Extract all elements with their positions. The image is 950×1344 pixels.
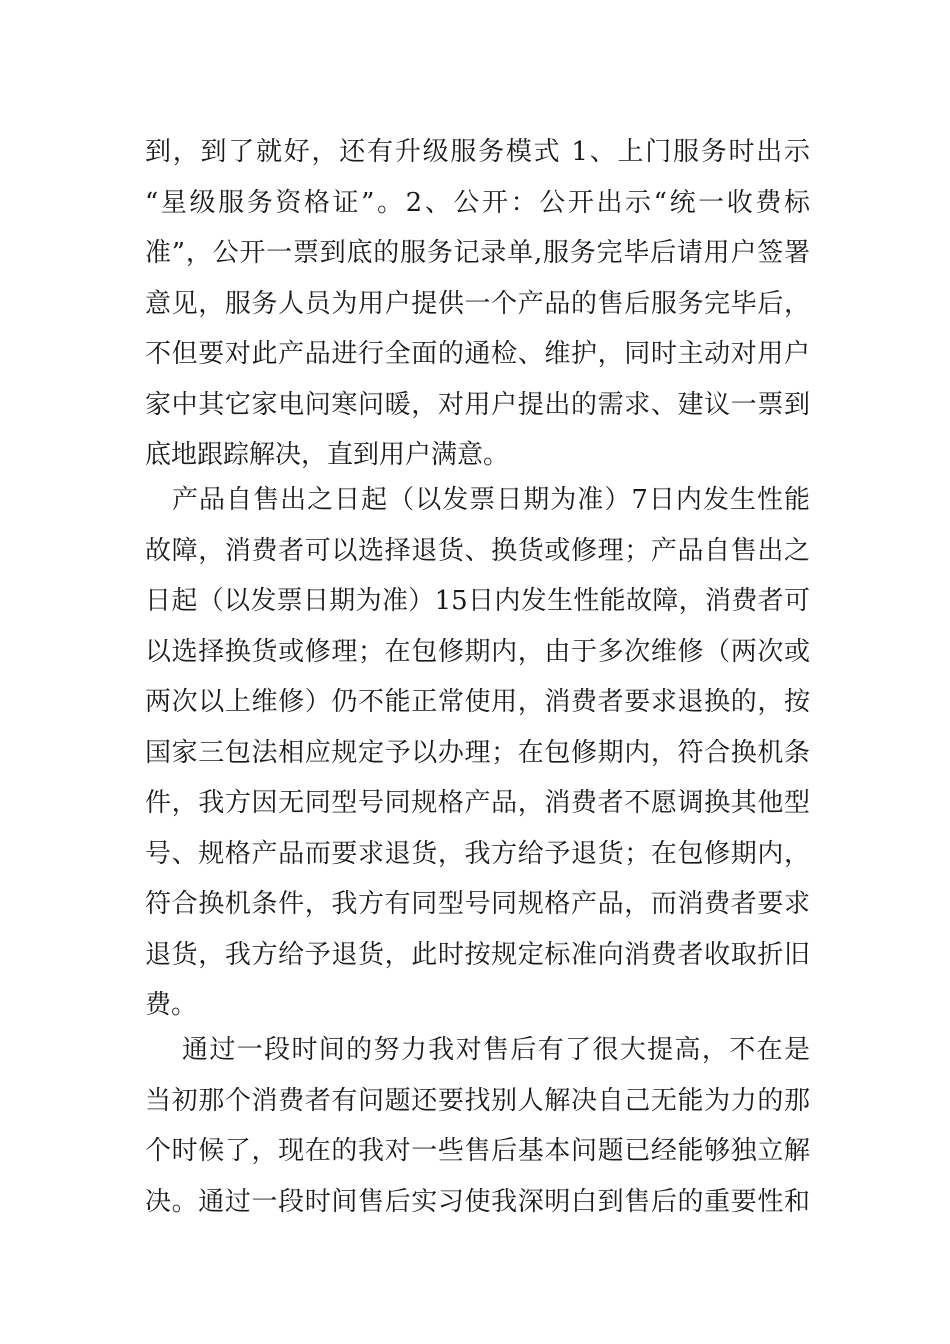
text-line: 到，到了就好，还有升级服务模式 1、上门服务时出示 bbox=[145, 137, 810, 167]
text-line: 符合换机条件，我方有同型号同规格产品，而消费者要求 bbox=[145, 889, 810, 919]
text-line: 准”，公开一票到底的服务记录单,服务完毕后请用户签署 bbox=[145, 238, 810, 268]
text-line: 号、规格产品而要求退货，我方给予退货；在包修期内， bbox=[145, 838, 810, 869]
paragraph-service-upgrade bbox=[145, 127, 810, 481]
text-line: 故障，消费者可以选择退货、换货或修理；产品自售出之 bbox=[145, 535, 810, 566]
text-line: 国家三包法相应规定予以办理；在包修期内，符合换机条 bbox=[145, 737, 810, 768]
text-line: 个时候了，现在的我对一些售后基本问题已经能够独立解 bbox=[145, 1136, 810, 1166]
text-line: 退货，我方给予退货，此时按规定标准向消费者收取折旧 bbox=[145, 939, 810, 970]
text-line: 不但要对此产品进行全面的通检、维护，同时主动对用户 bbox=[145, 339, 810, 369]
paragraph-reflection bbox=[145, 1025, 810, 1227]
text-line: “星级服务资格证”。2、公开：公开出示“统一收费标 bbox=[145, 187, 810, 218]
text-line: 产品自售出之日起（以发票日期为准）7日内发生性能 bbox=[145, 485, 810, 515]
paragraph-return-policy bbox=[145, 475, 810, 1031]
text-line: 底地跟踪解决，直到用户满意。 bbox=[145, 440, 510, 470]
text-line: 家中其它家电问寒问暖，对用户提出的需求、建议一票到 bbox=[145, 389, 810, 420]
text-line: 以选择换货或修理；在包修期内，由于多次维修（两次或 bbox=[145, 636, 810, 667]
text-line: 通过一段时间的努力我对售后有了很大提高，不在是 bbox=[145, 1035, 810, 1065]
text-line: 当初那个消费者有问题还要找别人解决自己无能为力的那 bbox=[145, 1085, 810, 1116]
text-line: 日起（以发票日期为准）15日内发生性能故障，消费者可 bbox=[145, 586, 810, 616]
text-line: 费。 bbox=[145, 990, 198, 1020]
text-line: 件，我方因无同型号同规格产品，消费者不愿调换其他型 bbox=[145, 788, 810, 818]
text-line: 意见，服务人员为用户提供一个产品的售后服务完毕后， bbox=[145, 288, 810, 319]
text-line: 决。通过一段时间售后实习使我深明白到售后的重要性和 bbox=[145, 1186, 810, 1217]
text-line: 两次以上维修）仍不能正常使用，消费者要求退换的，按 bbox=[145, 687, 810, 717]
